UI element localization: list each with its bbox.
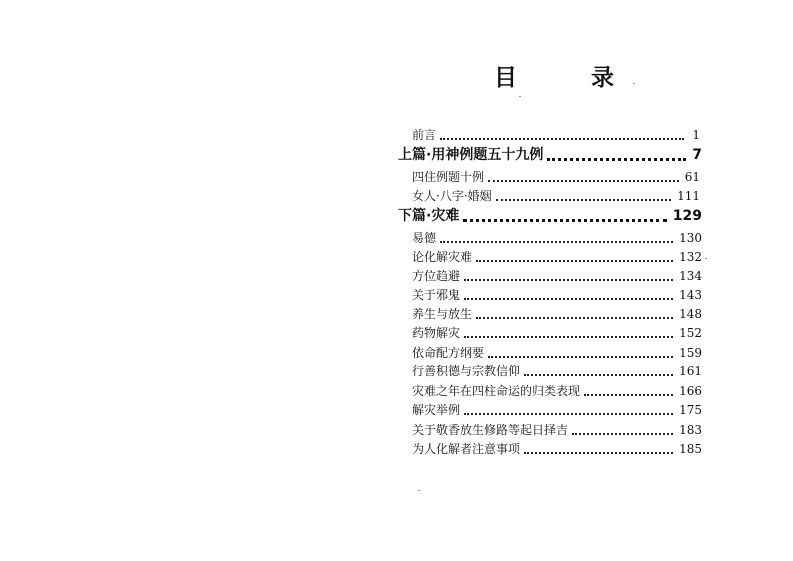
toc-entry-title: 依命配方纲要	[412, 346, 485, 360]
toc-entry	[412, 267, 702, 286]
toc-entry	[412, 126, 700, 145]
toc-entry-page-number: 130	[679, 231, 702, 245]
dot-leader	[488, 168, 679, 187]
toc-entry-page-number: 175	[679, 403, 702, 417]
toc-entry	[412, 440, 702, 459]
toc-entry-title: 论化解灾难	[412, 250, 473, 264]
toc-entry	[398, 146, 702, 165]
toc-entry-title: 药物解灾	[412, 326, 461, 340]
toc-entry-title: 关于敬香放生修路等起日择吉	[412, 423, 569, 437]
dot-leader	[440, 126, 684, 145]
dot-leader	[476, 305, 673, 324]
toc-entry	[412, 286, 702, 305]
toc-entry-title: 灾难之年在四柱命运的归类表现	[412, 384, 581, 398]
toc-entry-page-number: 129	[672, 208, 702, 224]
toc-entry	[412, 421, 702, 440]
scan-speck	[633, 83, 635, 84]
toc-entry	[412, 382, 702, 401]
toc-entry-title: 养生与放生	[412, 307, 473, 321]
dot-leader	[464, 286, 673, 305]
toc-entry-page-number: 134	[679, 269, 702, 283]
dot-leader	[463, 207, 666, 226]
toc-entry-title: 前言	[412, 128, 437, 142]
toc-entry-page-number: 159	[679, 346, 702, 360]
dot-leader	[496, 187, 671, 206]
toc-entry-page-number: 132	[679, 250, 702, 264]
toc-entry-title: 上篇·用神例题五十九例	[398, 147, 544, 163]
toc-entry-page-number: 148	[679, 307, 702, 321]
toc-entry	[412, 344, 702, 363]
dot-leader	[464, 267, 673, 286]
toc-entry-page-number: 161	[679, 364, 702, 378]
dot-leader	[524, 362, 673, 381]
toc-entry-page-number: 183	[679, 423, 702, 437]
dot-leader	[584, 382, 673, 401]
toc-entry-title: 解灾举例	[412, 403, 461, 417]
dot-leader	[464, 324, 673, 343]
dot-leader	[488, 344, 673, 363]
toc-entry	[412, 401, 702, 420]
toc-entry-page-number: 61	[684, 170, 700, 184]
toc-entry	[412, 305, 702, 324]
toc-entry	[398, 207, 702, 226]
toc-entry	[412, 168, 700, 187]
toc-entry-title: 下篇·灾难	[398, 208, 460, 224]
toc-entry-title: 关于邪鬼	[412, 288, 461, 302]
toc-entry	[412, 248, 702, 267]
toc-entry-page-number: 166	[679, 384, 702, 398]
scan-speck	[418, 490, 420, 491]
toc-entry	[412, 229, 702, 248]
toc-entry	[412, 187, 700, 206]
toc-entry-title: 行善积德与宗教信仰	[412, 364, 521, 378]
toc-entry-title: 易德	[412, 231, 437, 245]
dot-leader	[464, 401, 673, 420]
toc-entry-page-number: 1	[692, 128, 700, 142]
dot-leader	[524, 440, 673, 459]
toc-entry-page-number: 143	[679, 288, 702, 302]
title-char-1: 目	[494, 65, 517, 91]
toc-entry-title: 方位趋避	[412, 269, 461, 283]
toc-entry-title: 为人化解者注意事项	[412, 442, 521, 456]
toc-entry-title: 四住例题十例	[412, 170, 485, 184]
dot-leader	[476, 248, 673, 267]
dot-leader	[572, 421, 673, 440]
toc-entry-page-number: 185	[679, 442, 702, 456]
title-char-2: 录	[591, 65, 614, 91]
dot-leader	[547, 146, 686, 165]
toc-entry	[412, 362, 702, 381]
dot-leader	[440, 229, 673, 248]
toc-entry-page-number: 7	[692, 147, 702, 163]
toc-entry-page-number: 152	[679, 326, 702, 340]
scan-speck	[705, 258, 707, 259]
scan-speck	[519, 96, 521, 97]
toc-entry	[412, 324, 702, 343]
toc-entry-page-number: 111	[677, 189, 700, 203]
toc-entry-title: 女人·八字·婚姻	[412, 189, 492, 203]
